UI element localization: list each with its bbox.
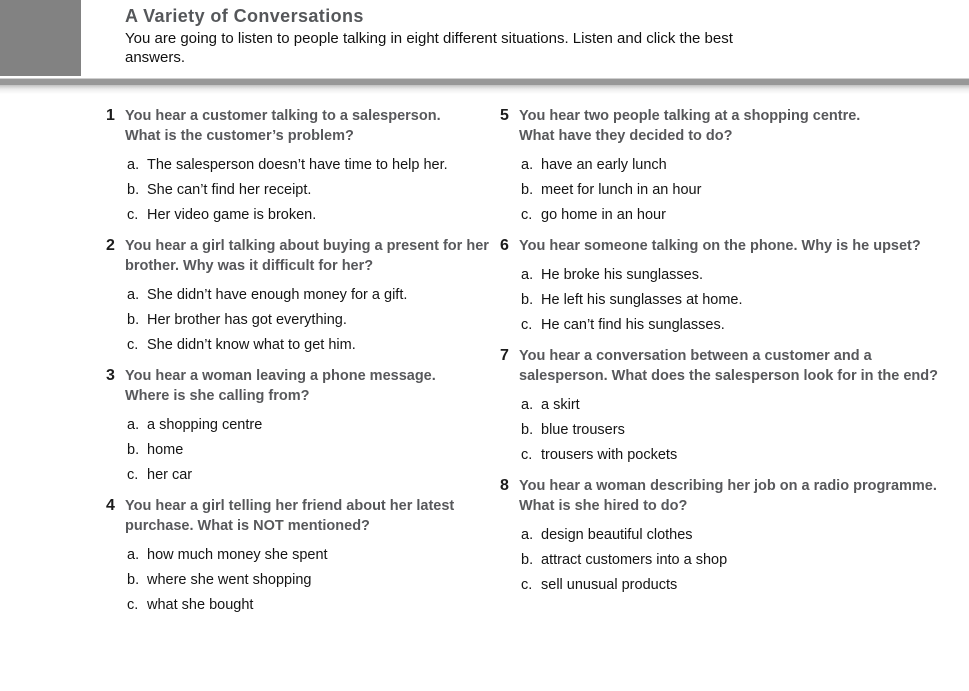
- answer-options: [500, 153, 933, 228]
- option-letter: a.: [521, 157, 534, 173]
- option-letter: c.: [521, 577, 533, 593]
- option-text: have an early lunch: [541, 157, 667, 173]
- option-letter: a.: [127, 287, 140, 303]
- question-7: [500, 346, 938, 468]
- answer-option-c[interactable]: [500, 573, 933, 598]
- question-4: [106, 496, 470, 618]
- answer-options: [500, 523, 933, 598]
- question-text: [519, 346, 938, 386]
- answer-option-b[interactable]: [106, 308, 470, 333]
- option-text: her car: [147, 467, 193, 483]
- question-text: [519, 476, 937, 516]
- question-text: [125, 236, 489, 276]
- answer-option-a[interactable]: [500, 393, 933, 418]
- question-text-line: You hear a girl telling her friend about her latest: [125, 498, 455, 514]
- question-number: 2: [106, 237, 115, 254]
- questions-area: [106, 106, 938, 626]
- answer-options: [106, 283, 470, 358]
- question-number: 1: [106, 107, 115, 124]
- option-text: what she bought: [147, 597, 254, 613]
- answer-option-a[interactable]: [106, 543, 470, 568]
- option-letter: c.: [127, 337, 139, 353]
- answer-option-c[interactable]: [500, 443, 933, 468]
- question-3: [106, 366, 470, 488]
- option-text: The salesperson doesn’t have time to help her.: [147, 157, 448, 173]
- option-text: trousers with pockets: [541, 447, 678, 463]
- answer-option-b[interactable]: [500, 178, 933, 203]
- question-text-line: Where is she calling from?: [125, 388, 310, 404]
- option-text: She didn’t know what to get him.: [147, 337, 356, 353]
- option-letter: c.: [521, 317, 533, 333]
- option-letter: b.: [521, 182, 534, 198]
- option-text: go home in an hour: [541, 207, 666, 223]
- option-text: a shopping centre: [147, 417, 263, 433]
- question-text-line: What is the customer’s problem?: [125, 128, 354, 144]
- answer-option-a[interactable]: [106, 413, 470, 438]
- question-text-line: You hear a conversation between a customer and a: [519, 348, 872, 364]
- option-text: meet for lunch in an hour: [541, 182, 702, 198]
- answer-option-b[interactable]: [106, 568, 470, 593]
- option-text: She didn’t have enough money for a gift.: [147, 287, 408, 303]
- instructions-line-2: answers.: [125, 49, 186, 66]
- option-letter: a.: [521, 267, 534, 283]
- answer-option-a[interactable]: [500, 263, 933, 288]
- option-text: He broke his sunglasses.: [541, 267, 703, 283]
- questions-column-right: [500, 106, 938, 626]
- question-text-line: You hear a girl talking about buying a present for her: [125, 238, 489, 254]
- question-text-line: brother. Why was it difficult for her?: [125, 258, 374, 274]
- answer-option-b[interactable]: [500, 288, 933, 313]
- option-text: design beautiful clothes: [541, 527, 693, 543]
- instructions-text: [125, 29, 945, 67]
- option-letter: c.: [127, 467, 139, 483]
- question-text-line: You hear someone talking on the phone. Why is he upset?: [519, 238, 921, 254]
- instructions-line-1: You are going to listen to people talking in eight different situations. Listen and click the best: [125, 30, 733, 47]
- option-letter: b.: [127, 442, 140, 458]
- question-text: [125, 106, 441, 146]
- option-letter: b.: [521, 552, 534, 568]
- option-text: She can’t find her receipt.: [147, 182, 312, 198]
- header-divider: [0, 78, 969, 94]
- option-letter: a.: [127, 547, 140, 563]
- answer-option-b[interactable]: [500, 418, 933, 443]
- question-text: [125, 496, 454, 536]
- answer-option-a[interactable]: [106, 283, 470, 308]
- question-8: [500, 476, 937, 598]
- option-text: Her brother has got everything.: [147, 312, 347, 328]
- answer-options: [500, 393, 933, 468]
- question-5: [500, 106, 933, 228]
- option-letter: a.: [521, 397, 534, 413]
- answer-options: [106, 153, 470, 228]
- option-text: Her video game is broken.: [147, 207, 317, 223]
- option-letter: c.: [521, 207, 533, 223]
- question-text-line: You hear a customer talking to a salesperson.: [125, 108, 441, 124]
- option-letter: b.: [521, 422, 534, 438]
- answer-option-c[interactable]: [106, 593, 470, 618]
- question-number: 4: [106, 497, 115, 514]
- question-1: [106, 106, 470, 228]
- answer-option-c[interactable]: [106, 203, 470, 228]
- question-text-line: You hear two people talking at a shopping centre.: [519, 108, 861, 124]
- question-number: 6: [500, 237, 509, 254]
- option-letter: a.: [127, 417, 140, 433]
- option-text: He left his sunglasses at home.: [541, 292, 743, 308]
- question-number: 7: [500, 347, 509, 364]
- answer-option-a[interactable]: [500, 153, 933, 178]
- answer-options: [106, 413, 470, 488]
- answer-option-a[interactable]: [106, 153, 470, 178]
- question-number: 3: [106, 367, 115, 384]
- answer-options: [500, 263, 933, 338]
- answer-option-c[interactable]: [106, 333, 470, 358]
- page-header: [125, 6, 945, 67]
- option-letter: a.: [521, 527, 534, 543]
- option-letter: b.: [521, 292, 534, 308]
- option-letter: b.: [127, 182, 140, 198]
- answer-option-b[interactable]: [106, 438, 470, 463]
- question-2: [106, 236, 489, 358]
- answer-option-b[interactable]: [106, 178, 470, 203]
- option-text: sell unusual products: [541, 577, 678, 593]
- answer-option-b[interactable]: [500, 548, 933, 573]
- question-text-line: purchase. What is NOT mentioned?: [125, 518, 370, 534]
- option-text: how much money she spent: [147, 547, 328, 563]
- answer-option-c[interactable]: [106, 463, 470, 488]
- option-letter: c.: [127, 597, 139, 613]
- question-text-line: What have they decided to do?: [519, 128, 733, 144]
- option-letter: c.: [521, 447, 533, 463]
- question-text: [519, 236, 921, 256]
- question-text: [125, 366, 436, 406]
- option-text: a skirt: [541, 397, 580, 413]
- option-letter: c.: [127, 207, 139, 223]
- question-text-line: salesperson. What does the salesperson look for in the end?: [519, 368, 938, 384]
- option-text: attract customers into a shop: [541, 552, 728, 568]
- question-number: 8: [500, 477, 509, 494]
- question-text-line: You hear a woman describing her job on a radio programme.: [519, 478, 937, 494]
- question-text: [519, 106, 860, 146]
- option-letter: a.: [127, 157, 140, 173]
- answer-option-c[interactable]: [500, 313, 933, 338]
- question-text-line: You hear a woman leaving a phone message.: [125, 368, 436, 384]
- option-text: home: [147, 442, 184, 458]
- option-letter: b.: [127, 572, 140, 588]
- option-text: He can’t find his sunglasses.: [541, 317, 725, 333]
- answer-option-c[interactable]: [500, 203, 933, 228]
- answer-options: [106, 543, 470, 618]
- option-letter: b.: [127, 312, 140, 328]
- question-text-line: What is she hired to do?: [519, 498, 688, 514]
- option-text: where she went shopping: [147, 572, 312, 588]
- question-number: 5: [500, 107, 509, 124]
- question-6: [500, 236, 933, 338]
- answer-option-a[interactable]: [500, 523, 933, 548]
- questions-column-left: [106, 106, 489, 626]
- page-title: A Variety of Conversations: [125, 6, 364, 26]
- option-text: blue trousers: [541, 422, 625, 438]
- corner-decoration: [0, 0, 81, 76]
